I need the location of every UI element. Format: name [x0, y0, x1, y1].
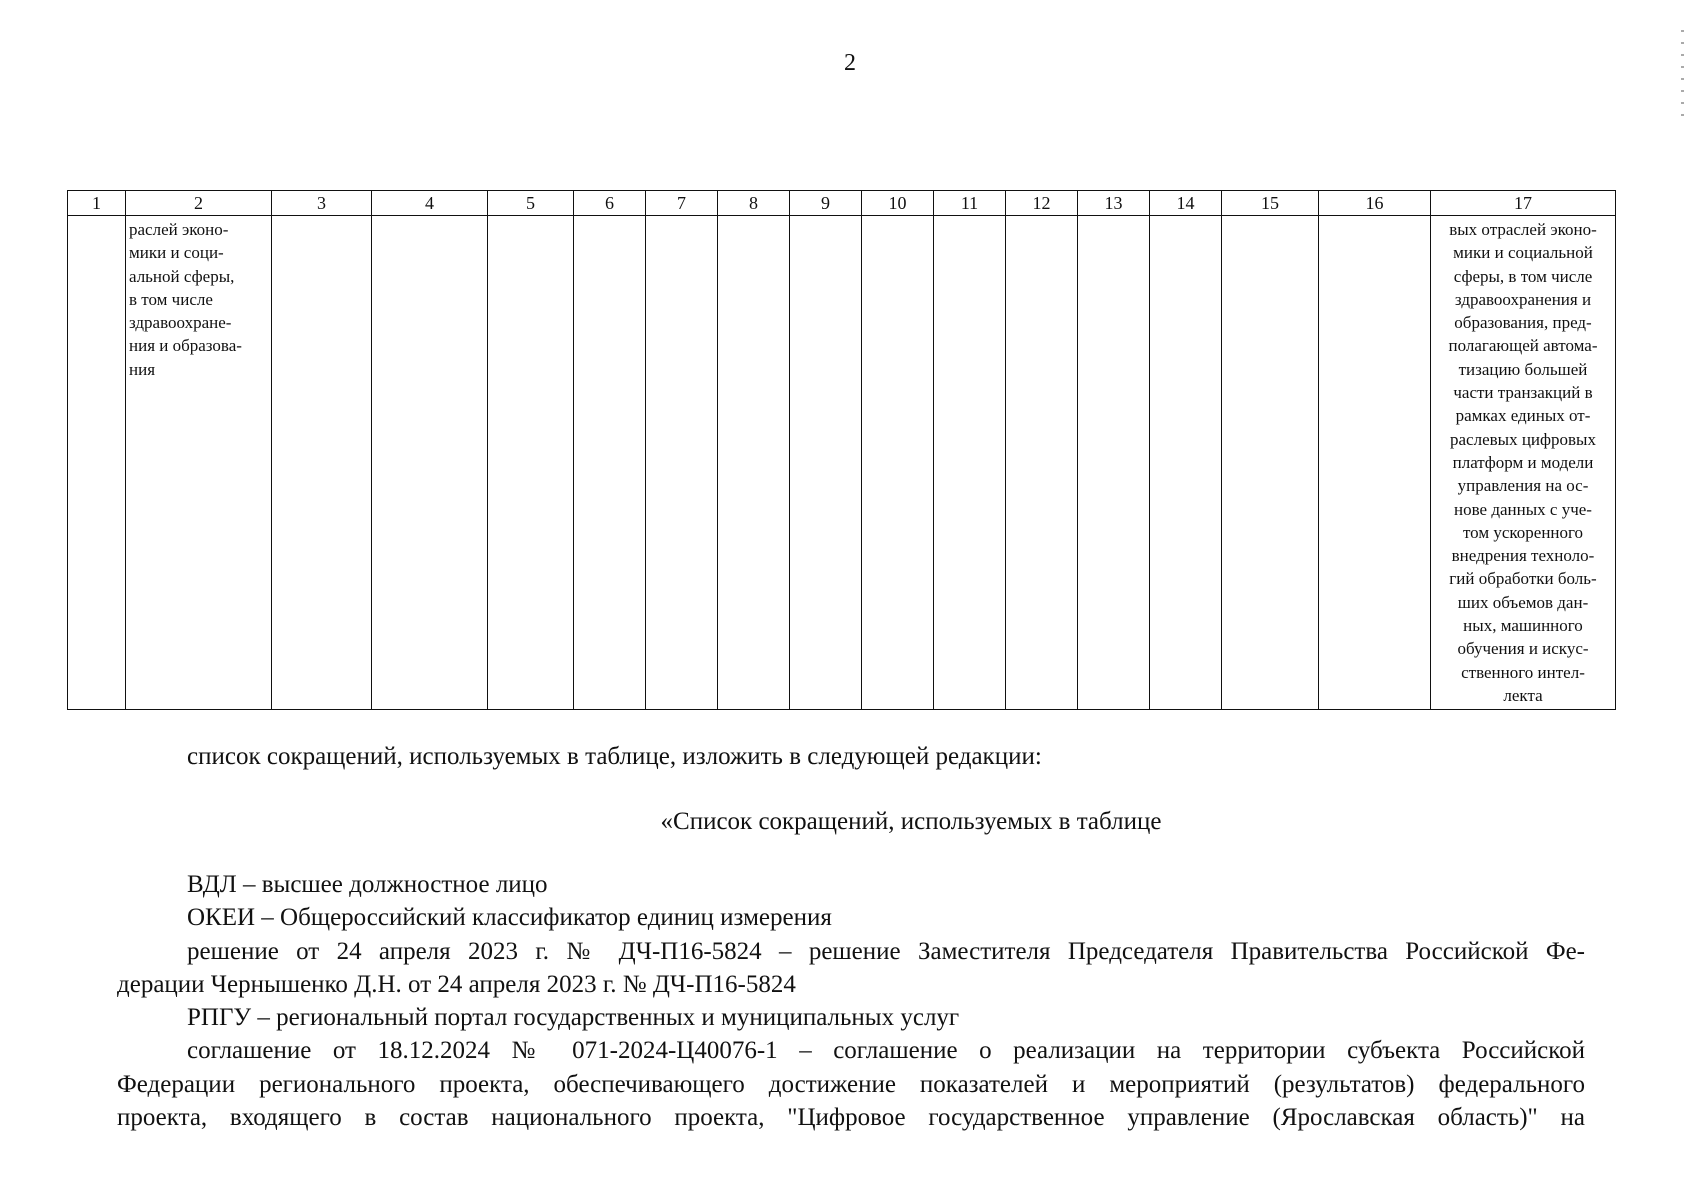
list-item: решение от 24 апреля 2023 г. № ДЧ-П16-5824 – решение Заместителя Председателя Правительства Российской Фе-: [187, 937, 1585, 965]
page-number: 2: [844, 50, 856, 76]
table-cell: [372, 216, 488, 710]
column-header: 1: [68, 191, 126, 216]
column-header: 4: [372, 191, 488, 216]
column-header: 8: [718, 191, 790, 216]
list-item-continuation: дерации Чернышенко Д.Н. от 24 апреля 2023 г. № ДЧ-П16-5824: [117, 970, 796, 998]
table-cell: [1222, 216, 1319, 710]
intro-paragraph: [117, 740, 1585, 773]
intro-line: список сокращений, используемых в таблице, изложить в следующей редакции:: [187, 743, 1042, 770]
column-header: 17: [1431, 191, 1616, 216]
table-cell: [790, 216, 862, 710]
list-item: соглашение от 18.12.2024 № 071-2024-Ц40076-1 – соглашение о реализации на территории субъекта Российской: [187, 1037, 1585, 1065]
table-cell: [1150, 216, 1222, 710]
table-cell: [934, 216, 1006, 710]
table-cell: [1431, 216, 1616, 710]
list-item: ВДЛ – высшее должностное лицо: [187, 871, 548, 898]
column-header: 12: [1006, 191, 1078, 216]
column-header: 13: [1078, 191, 1150, 216]
table-cell: [272, 216, 372, 710]
column-header: 11: [934, 191, 1006, 216]
column-header: 16: [1319, 191, 1431, 216]
column-header: 6: [574, 191, 646, 216]
cell-2-text: раслей эконо- мики и соци- альной сферы, в том числе здравоохране- ния и образова- ния: [129, 220, 242, 379]
column-header: 7: [646, 191, 718, 216]
table-row: [68, 216, 1616, 710]
abbreviation-list: [117, 868, 1585, 1134]
column-header: 3: [272, 191, 372, 216]
table-cell: [488, 216, 574, 710]
column-header: 5: [488, 191, 574, 216]
table-cell: [1319, 216, 1431, 710]
list-item-continuation: Федерации регионального проекта, обеспечивающего достижение показателей и мероприятий (результатов) федерального: [117, 1070, 1585, 1098]
table-cell: [574, 216, 646, 710]
scan-marks: [1675, 20, 1687, 220]
list-title-text: «Список сокращений, используемых в таблице: [660, 808, 1162, 835]
table-cell: [126, 216, 272, 710]
document-table-wrapper: [67, 190, 1616, 710]
list-title: [117, 805, 1585, 838]
table-cell: [862, 216, 934, 710]
list-item-continuation: проекта, входящего в состав национального проекта, "Цифровое государственное управление (Ярославская область)" на: [117, 1104, 1585, 1132]
list-item: РПГУ – региональный портал государственных и муниципальных услуг: [187, 1004, 960, 1032]
column-header: 14: [1150, 191, 1222, 216]
table-cell: [1006, 216, 1078, 710]
table-header-row: [68, 191, 1616, 216]
table-cell: [718, 216, 790, 710]
table-cell: [646, 216, 718, 710]
list-item: ОКЕИ – Общероссийский классификатор единиц измерения: [187, 904, 832, 932]
table-cell: [68, 216, 126, 710]
column-header: 2: [126, 191, 272, 216]
column-header: 10: [862, 191, 934, 216]
table-cell: [1078, 216, 1150, 710]
document-table: [67, 190, 1616, 710]
column-header: 15: [1222, 191, 1319, 216]
cell-17-text: вых отраслей эконо- мики и социальной сферы, в том числе здравоохранения и образования, пред- полагающей автома- тизацию большей части транзакций в рамках единых от- раслевых цифровых платформ и модели управления на ос- нове данных с уче- том ускоренного внедрения техноло- гий обработки боль- ших объемов дан- ных, машинного обучения и искус- ственного интел- лекта: [1448, 220, 1598, 705]
column-header: 9: [790, 191, 862, 216]
